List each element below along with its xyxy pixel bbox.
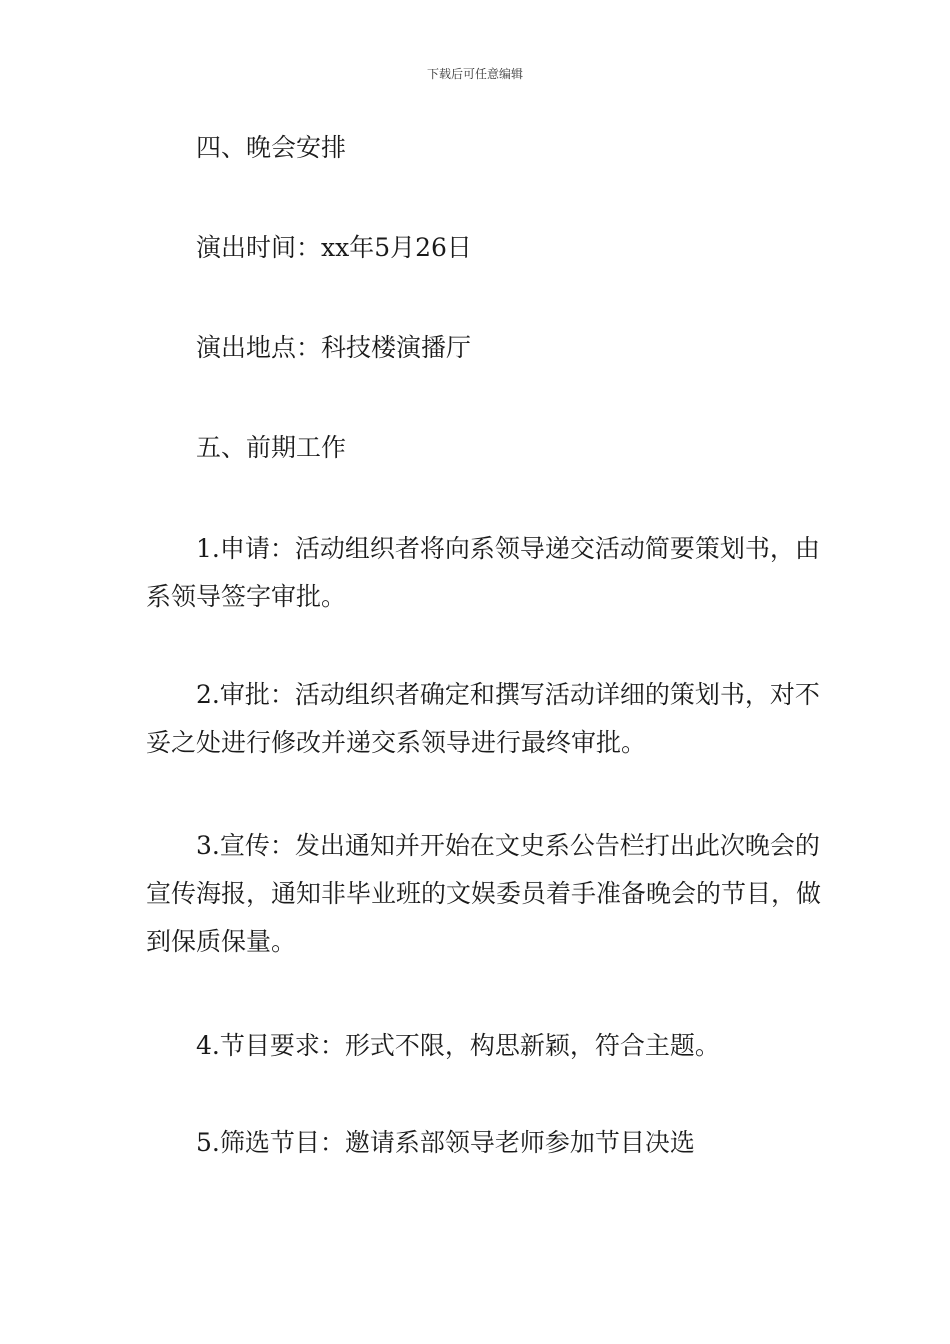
- performance-venue: 演出地点：科技楼演播厅: [196, 333, 472, 362]
- item-3-publicity: 3.宣传：发出通知并开始在文史系公告栏打出此次晚会的宣传海报，通知非毕业班的文娱委员着手准备晚会的节目，做到保质保量。: [146, 831, 822, 956]
- section-heading-5: 五、前期工作: [196, 433, 347, 462]
- page-header: 下载后可任意编辑: [426, 67, 523, 81]
- item-1-application: 1.申请：活动组织者将向系领导递交活动简要策划书，由系领导签字审批。: [146, 534, 820, 611]
- performance-time: 演出时间：xx年5月26日: [196, 233, 472, 262]
- item-2-approval: 2.审批：活动组织者确定和撰写活动详细的策划书，对不妥之处进行修改并递交系领导进行最终审批。: [146, 680, 820, 757]
- item-5-selection: 5.筛选节目：邀请系部领导老师参加节目决选: [196, 1128, 695, 1157]
- section-heading-4: 四、晚会安排: [196, 133, 347, 162]
- item-4-requirements: 4.节目要求：形式不限，构思新颖，符合主题。: [196, 1031, 720, 1060]
